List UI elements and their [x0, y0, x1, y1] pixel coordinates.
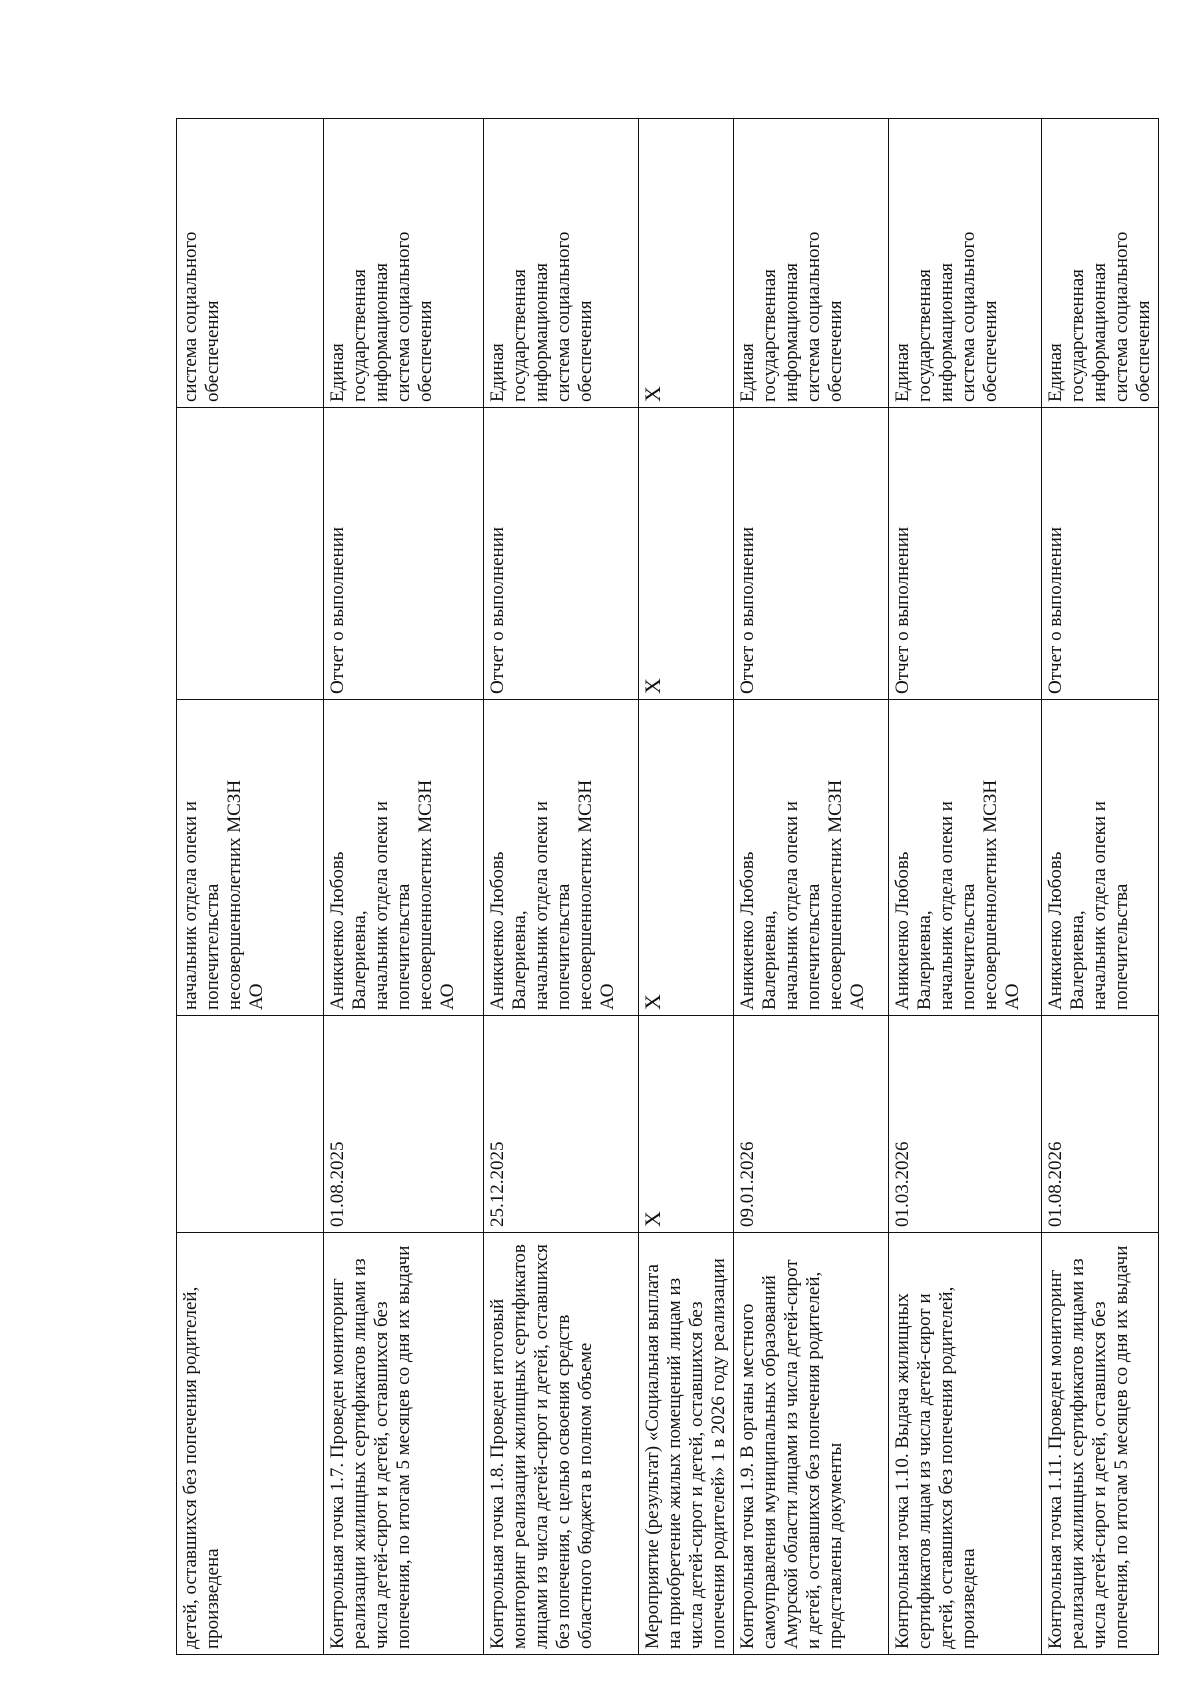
- cell-responsible-text: Аникиенко Любовь Валериевна, начальник отдела опеки и попечительства: [1045, 801, 1132, 1010]
- cell-responsible: [734, 700, 889, 1016]
- cell-responsible-text: Аникиенко Любовь Валериевна, начальник отдела опеки и попечительства несовершеннолетних МСЗН АО: [892, 779, 1023, 1010]
- cell-responsible-text: начальник отдела опеки и попечительства несовершеннолетних МСЗН АО: [180, 779, 267, 1010]
- cell-name: [1042, 1233, 1159, 1655]
- cell-date-text: 01.08.2026: [1045, 1141, 1066, 1227]
- cell-date: [734, 1016, 889, 1233]
- cell-date: [324, 1016, 484, 1233]
- cell-name-text: Мероприятие (результат) «Социальная выплата на приобретение жилых помещений лицам из числа детей-сирот и детей, оставшихся без попечения родителей» 1 в 2026 году реализации: [642, 1258, 729, 1649]
- cell-name: [324, 1233, 484, 1655]
- cell-date-text: 01.08.2025: [327, 1141, 348, 1227]
- cell-system: [1042, 119, 1159, 408]
- cell-responsible: [889, 700, 1042, 1016]
- cell-responsible: [484, 700, 639, 1016]
- cell-date: [177, 1016, 324, 1233]
- cell-date-text: 01.03.2026: [892, 1141, 913, 1227]
- cell-system-text: Единая государственная информационная система социального обеспечения: [327, 231, 436, 402]
- control-points-table: [176, 118, 1159, 1655]
- cell-document: [889, 408, 1042, 700]
- cell-date: [639, 1016, 734, 1233]
- cell-name-text: Контрольная точка 1.7. Проведен мониторинг реализации жилищных сертификатов лицами из числа детей-сирот и детей, оставшихся без попечения, по итогам 5 месяцев со дня их выдачи: [327, 1245, 414, 1649]
- table-row: [734, 119, 889, 1655]
- rotated-page: [176, 119, 1154, 1655]
- table-row: [889, 119, 1042, 1655]
- cell-responsible-text: Аникиенко Любовь Валериевна, начальник отдела опеки и попечительства несовершеннолетних МСЗН АО: [737, 779, 868, 1010]
- cell-system: [734, 119, 889, 408]
- cell-responsible: [639, 700, 734, 1016]
- cell-date-text: X: [640, 1211, 665, 1227]
- cell-name: [484, 1233, 639, 1655]
- cell-date: [484, 1016, 639, 1233]
- cell-responsible: [177, 700, 324, 1016]
- cell-responsible-text: Аникиенко Любовь Валериевна, начальник отдела опеки и попечительства несовершеннолетних МСЗН АО: [487, 779, 618, 1010]
- table-row: [177, 119, 324, 1655]
- cell-name-text: детей, оставшихся без попечения родителей, произведена: [180, 1286, 223, 1649]
- cell-date: [1042, 1016, 1159, 1233]
- table-row: [639, 119, 734, 1655]
- cell-name: [639, 1233, 734, 1655]
- cell-system-text: Единая государственная информационная система социального обеспечения: [892, 231, 1001, 402]
- cell-document-text: Отчет о выполнении: [892, 526, 913, 694]
- cell-system: [177, 119, 324, 408]
- cell-system-text: Единая государственная информационная система социального обеспечения: [1045, 231, 1154, 402]
- cell-document: [734, 408, 889, 700]
- cell-date: [889, 1016, 1042, 1233]
- cell-responsible: [324, 700, 484, 1016]
- cell-document: [484, 408, 639, 700]
- cell-system: [324, 119, 484, 408]
- table-row: [484, 119, 639, 1655]
- cell-system-text: система социального обеспечения: [180, 231, 223, 402]
- cell-document-text: Отчет о выполнении: [487, 526, 508, 694]
- cell-name-text: Контрольная точка 1.9. В органы местного самоуправления муниципальных образований Амурской области лицами из числа детей-сирот и детей, оставшихся без попечения родителей, представлены документы: [737, 1259, 846, 1649]
- cell-document-text: Отчет о выполнении: [1045, 526, 1066, 694]
- cell-document: [1042, 408, 1159, 700]
- cell-name-text: Контрольная точка 1.8. Проведен итоговый мониторинг реализации жилищных сертификатов лицами из числа детей-сирот и детей, оставшихся без попечения, с целью освоения средств областного бюджета в полном объеме: [487, 1244, 596, 1649]
- cell-document-text: X: [640, 678, 665, 694]
- cell-date-text: 09.01.2026: [737, 1141, 758, 1227]
- cell-system: [484, 119, 639, 408]
- cell-name: [734, 1233, 889, 1655]
- cell-document-text: Отчет о выполнении: [327, 526, 348, 694]
- cell-system: [639, 119, 734, 408]
- cell-system-text: X: [640, 386, 665, 402]
- cell-system-text: Единая государственная информационная система социального обеспечения: [487, 231, 596, 402]
- cell-system: [889, 119, 1042, 408]
- cell-responsible-text: X: [640, 994, 665, 1010]
- table-row: [324, 119, 484, 1655]
- cell-name-text: Контрольная точка 1.10. Выдача жилищных сертификатов лицам из числа детей-сирот и детей, оставшихся без попечения родителей, произведена: [892, 1286, 979, 1649]
- cell-document: [177, 408, 324, 700]
- cell-name-text: Контрольная точка 1.11. Проведен мониторинг реализации жилищных сертификатов лицами из числа детей-сирот и детей, оставшихся без попечения, по итогам 5 месяцев со дня их выдачи: [1045, 1245, 1132, 1649]
- table-row: [1042, 119, 1159, 1655]
- cell-responsible-text: Аникиенко Любовь Валериевна, начальник отдела опеки и попечительства несовершеннолетних МСЗН АО: [327, 779, 458, 1010]
- cell-name: [177, 1233, 324, 1655]
- cell-document: [324, 408, 484, 700]
- cell-document-text: Отчет о выполнении: [737, 526, 758, 694]
- cell-system-text: Единая государственная информационная система социального обеспечения: [737, 231, 846, 402]
- cell-responsible: [1042, 700, 1159, 1016]
- cell-date-text: 25.12.2025: [487, 1141, 508, 1227]
- cell-name: [889, 1233, 1042, 1655]
- cell-document: [639, 408, 734, 700]
